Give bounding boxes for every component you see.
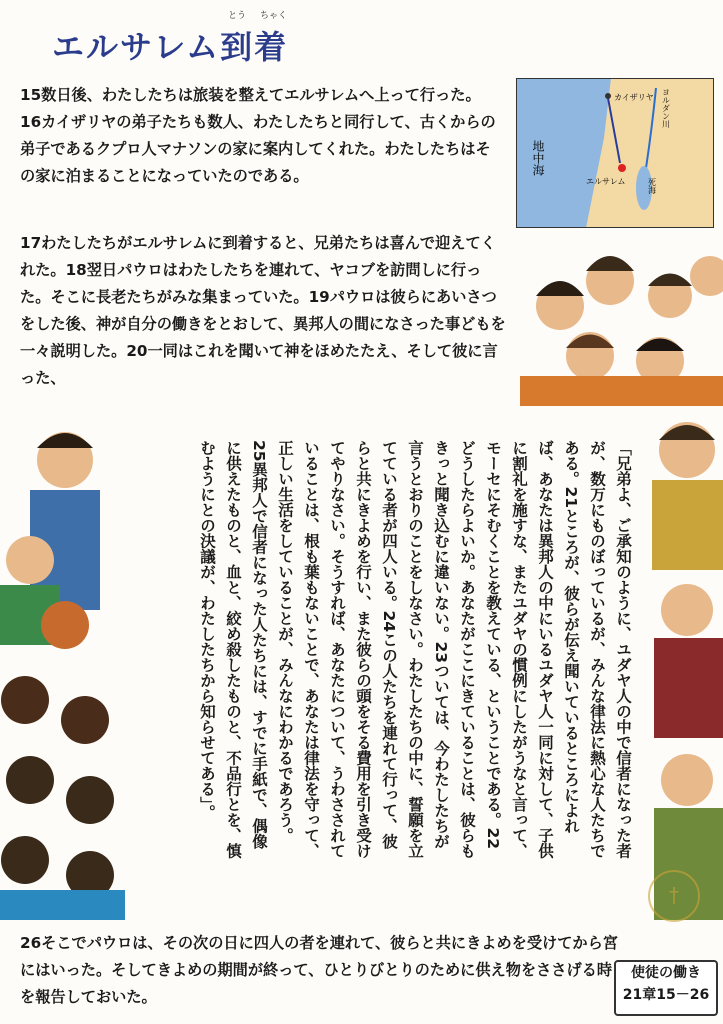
reference-chapter: 21章15－26 [622, 987, 710, 1003]
paragraph-2: 17わたしたちがエルサレムに到着すると、兄弟たちは喜んで迎えてくれた。18翌日パウロはわたしたちを連れて、ヤコブを訪問しに行った。そこに長老たちがみな集まっていた。19パウロは彼らにあいさつをした後、神が自分の働きをとおして、異邦人の間になさった事どもを一々説明した。20一同はこれを聞いて神をほめたたえ、そして彼に言った、 [20, 234, 506, 387]
map-label-dead-sea: 死海 [647, 178, 657, 194]
paragraph-3: 26そこでパウロは、その次の日に四人の者を連れて、彼らと共にきよめを受けてから宮にはいった。そしてきよめの期間が終って、ひとりびとりのために供え物をささげる時を報告しておいた。 [20, 934, 618, 1006]
page-title: エルサレム到着 [52, 28, 289, 66]
map-label-jordan: ヨルダン川 [661, 88, 671, 128]
elders-crowd-illustration [520, 236, 723, 406]
cross-icon: † [669, 883, 679, 907]
map-label-sea: 地中海 [531, 140, 545, 176]
ruby-chaku: ちゃく [260, 11, 288, 21]
watermark-logo [648, 870, 700, 922]
left-crowd-illustration [0, 420, 125, 920]
paragraph-1: 15数日後、わたしたちは旅装を整えてエルサレムへ上って行った。16カイザリヤの弟子たちも数人、わたしたちと同行して、古くからの弟子であるクプロ人マナソンの家に案内してくれた。わたしたちはその家に泊まることになっていたのである。 [20, 86, 496, 185]
map-label-jerusalem: エルサレム [586, 177, 626, 186]
vertical-speech-text: 「兄弟よ、ご承知のように、ユダヤ人の中で信者になった者が、数万にものぼっているが、みんな律法に熱心な人たちである。21ところが、彼らが伝え聞いているところによれば、あなたは異邦人の中にいるユダヤ人一同に対して、子供に割礼を施すな、またユダヤの慣例にしたがうなと言って、モーセにそむくことを教えている、ということである。22どうしたらよいか。あなたがここにきていることは、彼らもきっと聞き込むに違いない。23ついては、今わたしたちが言うとおりのことをしなさい。わたしたちの中に、誓願を立てている者が四人いる。24この人たちを連れて行って、彼らと共にきよめを行い、また彼らの頭をそる費用を引き受けてやりなさい。そうすれば、あなたについて、うわさされていることは、根も葉もないことで、あなたは律法を守って、正しい生活をしていることが、みんなにわかるであろう。25異邦人で信者になった人たちには、すでに手紙で、偶像に供えたものと、血と、絞め殺したものと、不品行とを、慎むようにとの決議が、わたしたちから知らせてある」。 [198, 440, 632, 859]
map-figure [516, 78, 714, 228]
jerusalem-dot [618, 164, 626, 172]
reference-book: 使徒の働き [631, 965, 701, 981]
caesarea-dot [605, 93, 611, 99]
map-label-caesarea: カイザリヤ [614, 93, 654, 102]
scripture-reference [614, 960, 718, 1016]
right-crowd-illustration [632, 410, 723, 920]
ruby-to: とう [228, 11, 247, 21]
